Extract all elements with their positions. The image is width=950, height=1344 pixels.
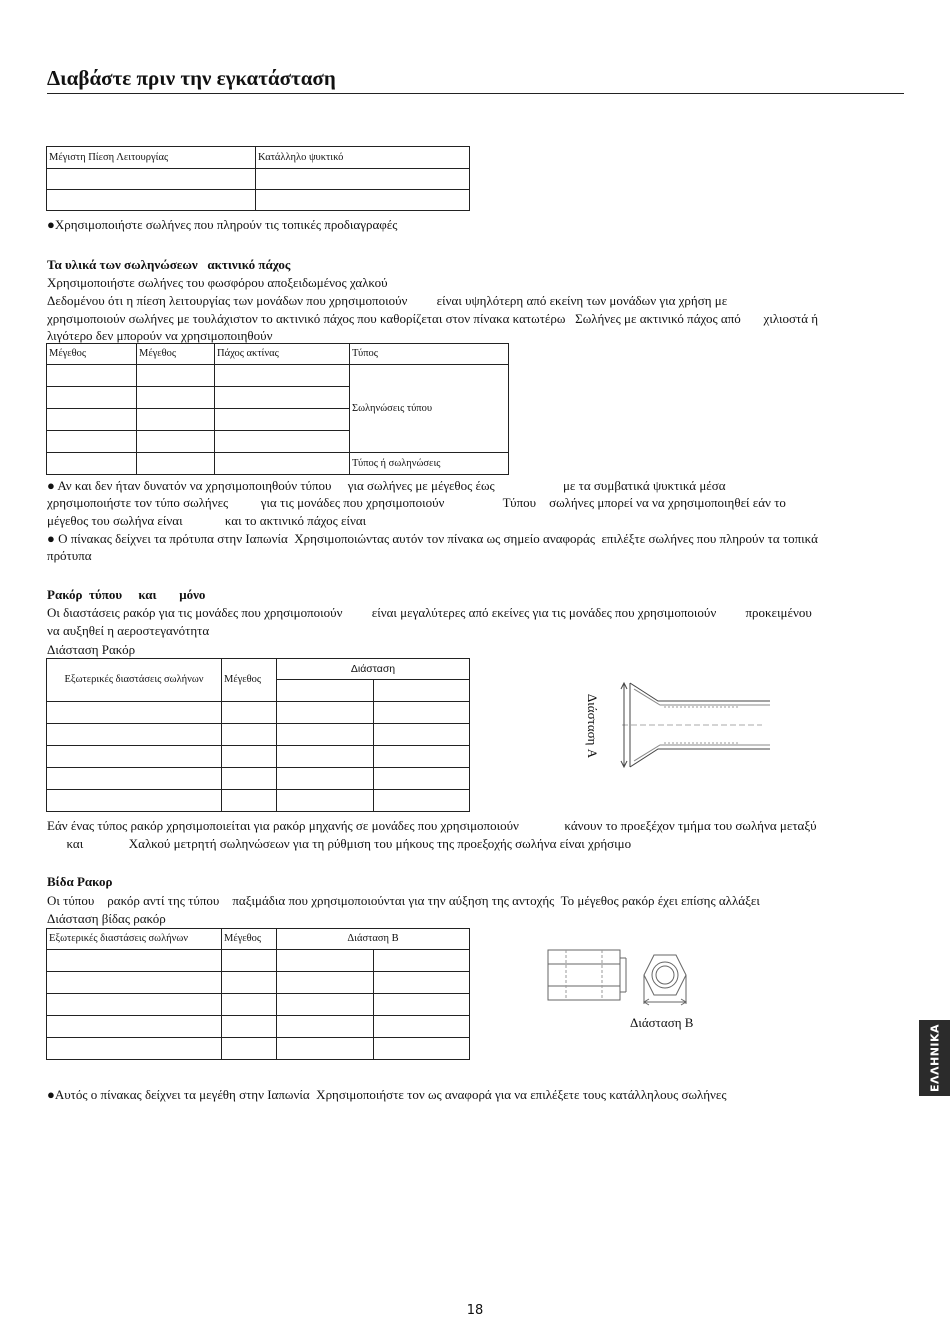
flare-header-outer: Εξωτερικές διαστάσεις σωλήνων	[47, 659, 222, 702]
table-cell	[47, 724, 222, 746]
table-cell	[47, 409, 137, 431]
table-cell	[277, 680, 374, 702]
table-cell	[222, 994, 277, 1016]
nut-text-line: Οι τύπου ρακόρ αντί της τύπου παξιμάδια που χρησιμοποιούνται για την αύξηση της αντοχής Το μέγεθος ρακόρ έχει επίσης αλλάξει	[47, 893, 760, 908]
pipe-header-type: Τύπος	[350, 344, 509, 365]
table-cell	[277, 746, 374, 768]
table-cell	[277, 1016, 374, 1038]
nut-note: ●Αυτός ο πίνακας δείχνει τα μεγέθη στην Ιαπωνία Χρησιμοποιήστε τον ως αναφορά για να επιλέξετε τους κατάλληλους σωλήνες	[47, 1087, 727, 1102]
pipe-text-line: λιγότερο δεν μπορούν να χρησιμοποιηθούν	[47, 328, 273, 343]
pipe-header-thickness: Πάχος ακτίνας	[215, 344, 350, 365]
table-cell	[137, 453, 215, 475]
table-cell	[277, 1038, 374, 1060]
table-cell	[47, 387, 137, 409]
table-cell	[137, 365, 215, 387]
title-divider	[47, 93, 904, 94]
table-cell	[374, 790, 470, 812]
table-cell	[374, 768, 470, 790]
page-title: Διαβάστε πριν την εγκατάσταση	[47, 66, 336, 90]
flare-header-size: Μέγεθος	[222, 659, 277, 702]
table-cell	[215, 453, 350, 475]
pipe-note-line: χρησιμοποιήστε τον τύπο σωλήνες για τις μονάδες που χρησιμοποιούν Τύπου σωλήνες μπορεί να να χρησιμοποιηθεί εάν το	[47, 495, 786, 510]
table-cell	[222, 702, 277, 724]
table-cell	[277, 724, 374, 746]
table-cell	[222, 724, 277, 746]
table-cell	[215, 365, 350, 387]
table-cell	[47, 1038, 222, 1060]
page-number: 18	[466, 1303, 484, 1318]
section-heading-pipe: Τα υλικά των σωληνώσεων ακτινικό πάχος	[47, 257, 291, 272]
table-cell	[222, 950, 277, 972]
nut-header-outer: Εξωτερικές διαστάσεις σωλήνων	[47, 929, 222, 950]
flare-text-line: Οι διαστάσεις ρακόρ για τις μονάδες που χρησιμοποιούν είναι μεγαλύτερες από εκείνες για τις μονάδες που χρησιμοποιούν προκειμένου	[47, 605, 812, 620]
table-cell	[277, 972, 374, 994]
flare-diagram	[590, 675, 780, 775]
table-cell	[256, 190, 470, 211]
table-cell	[215, 431, 350, 453]
table-cell	[256, 169, 470, 190]
table-cell	[277, 790, 374, 812]
nut-dimension-label: Διάσταση B	[630, 1015, 694, 1030]
table-cell	[222, 768, 277, 790]
table-cell	[137, 387, 215, 409]
table-cell	[374, 680, 470, 702]
nut-header-dimension: Διάσταση B	[277, 929, 470, 950]
table-cell	[47, 169, 256, 190]
table-cell	[47, 190, 256, 211]
table-cell	[137, 431, 215, 453]
pressure-header-max: Μέγιστη Πίεση Λειτουργίας	[47, 147, 256, 169]
pipe-text-line: χρησιμοποιούν σωλήνες με τουλάχιστον το ακτινικό πάχος που καθορίζεται στον πίνακα κατωτέρω Σωλήνες με ακτινικό πάχος από χιλιοστά ή	[47, 311, 819, 326]
section-heading-nut: Βίδα Ρακορ	[47, 874, 113, 889]
language-tab-label: ΕΛΛΗΝΙΚΑ	[928, 1023, 941, 1093]
pipe-note-line: ● Ο πίνακας δείχνει τα πρότυπα στην Ιαπωνία Χρησιμοποιώντας αυτόν τον πίνακα ως σημείο αναφοράς επιλέξτε σωλήνες που πληρούν τα τοπικά	[47, 531, 818, 546]
nut-header-size: Μέγεθος	[222, 929, 277, 950]
table-cell	[47, 994, 222, 1016]
table-cell	[47, 768, 222, 790]
table-cell	[277, 702, 374, 724]
pipe-note-line: μέγεθος του σωλήνα είναι και το ακτινικό πάχος είναι	[47, 513, 367, 528]
table-cell	[277, 768, 374, 790]
pipe-thickness-table	[46, 343, 509, 475]
pipe-text-line: Δεδομένου ότι η πίεση λειτουργίας των μονάδων που χρησιμοποιούν είναι υψηλότερη από εκείνη των μονάδων για χρήση με	[47, 293, 728, 308]
table-cell	[47, 746, 222, 768]
table-cell	[137, 409, 215, 431]
table-cell	[47, 972, 222, 994]
table-cell	[47, 702, 222, 724]
table-cell	[222, 1016, 277, 1038]
table-cell	[374, 1038, 470, 1060]
pipe-type-merged: Σωληνώσεις τύπου	[350, 365, 509, 453]
flare-after-line: Εάν ένας τύπος ρακόρ χρησιμοποιείται για ρακόρ μηχανής σε μονάδες που χρησιμοποιούν κάνουν το προεξέχον τμήμα του σωλήνα μεταξύ	[47, 818, 817, 833]
table-cell	[374, 972, 470, 994]
table-cell	[374, 1016, 470, 1038]
flare-nut-diagram	[540, 940, 710, 1010]
table-cell	[222, 972, 277, 994]
table-cell	[374, 994, 470, 1016]
pipe-header-size: Μέγεθος	[47, 344, 137, 365]
table-cell	[374, 724, 470, 746]
note-local-specs: ●Χρησιμοποιήστε σωλήνες που πληρούν τις τοπικές προδιαγραφές	[47, 217, 398, 232]
pipe-note-line: πρότυπα	[47, 548, 92, 563]
pipe-text-line: Χρησιμοποιήστε σωλήνες του φωσφόρου αποξειδωμένος χαλκού	[47, 275, 388, 290]
flare-table	[46, 658, 470, 812]
pipe-note-line: ● Αν και δεν ήταν δυνατόν να χρησιμοποιηθούν τύπου για σωλήνες με μέγεθος έως με τα συμβατικά ψυκτικά μέσα	[47, 478, 726, 493]
nut-table	[46, 928, 470, 1060]
nut-table-caption: Διάσταση βίδας ρακόρ	[47, 911, 166, 926]
table-cell	[222, 790, 277, 812]
table-cell	[215, 387, 350, 409]
table-cell	[374, 702, 470, 724]
pipe-header-size2: Μέγεθος	[137, 344, 215, 365]
flare-header-dimension: Διάσταση	[277, 659, 470, 680]
table-cell	[47, 950, 222, 972]
table-cell	[277, 994, 374, 1016]
table-cell	[47, 790, 222, 812]
table-cell	[47, 431, 137, 453]
table-cell	[47, 1016, 222, 1038]
section-heading-flare: Ρακόρ τύπου και μόνο	[47, 587, 206, 602]
table-cell	[374, 746, 470, 768]
flare-after-line: και Χαλκού μετρητή σωληνώσεων για τη ρύθμιση του μήκους της προεξοχής σωλήνα είναι χρήσιμο	[47, 836, 632, 851]
table-cell	[222, 1038, 277, 1060]
flare-text-line: να αυξηθεί η αεροστεγανότητα	[47, 623, 210, 638]
table-cell	[47, 453, 137, 475]
table-cell	[374, 950, 470, 972]
table-cell	[47, 365, 137, 387]
pipe-type-last: Τύπος ή σωληνώσεις	[350, 453, 509, 475]
table-cell	[222, 746, 277, 768]
table-cell	[277, 950, 374, 972]
pressure-header-refrigerant: Κατάλληλο ψυκτικό	[256, 147, 470, 169]
pressure-table	[46, 146, 470, 211]
table-cell	[215, 409, 350, 431]
flare-dimension-label: Διάσταση A	[585, 693, 601, 759]
flare-table-caption: Διάσταση Ρακόρ	[47, 642, 136, 657]
language-tab	[919, 1020, 950, 1096]
